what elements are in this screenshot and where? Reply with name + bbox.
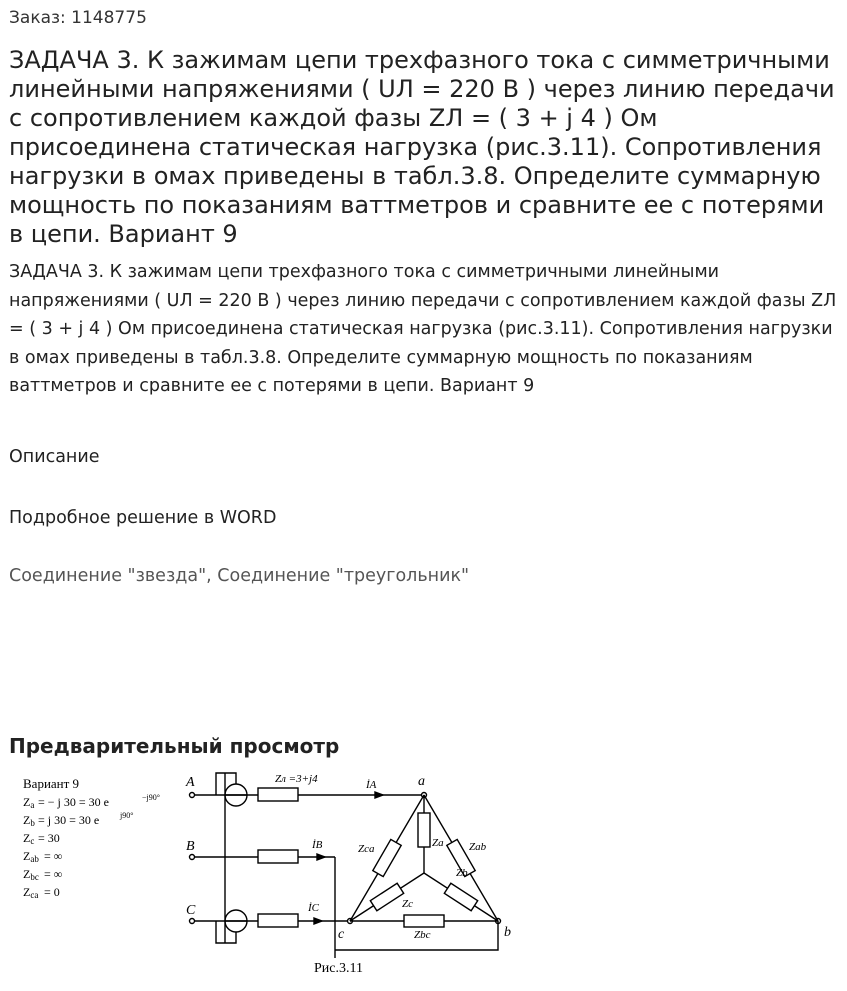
param-zab (23, 849, 62, 864)
param-zab-value: = ∞ (44, 849, 63, 863)
param-zca-value: = 0 (44, 885, 60, 899)
param-zca (23, 885, 60, 900)
terminal-c-label: C (186, 903, 196, 918)
description-label: Описание (9, 447, 100, 467)
line-impedance-c (258, 914, 298, 927)
line-impedance-b (258, 850, 298, 863)
tag-list (9, 566, 469, 586)
svg-text:Zbc: Zbc (23, 867, 39, 882)
param-zc (23, 831, 60, 846)
svg-text:Zb: Zb (23, 813, 35, 828)
svg-text:Zab: Zab (23, 849, 39, 864)
circuit-diagram (185, 773, 511, 976)
node-a-label: a (418, 774, 425, 789)
zbc-label: Zbc (414, 929, 431, 941)
variant-label: Вариант 9 (23, 776, 80, 791)
line-impedance-a (258, 788, 298, 801)
current-c-label: İC (308, 902, 319, 914)
param-za (23, 793, 160, 810)
terminal-a (190, 793, 195, 798)
zc-label: Zc (402, 898, 413, 910)
param-zb (23, 811, 133, 828)
svg-text:Za: Za (23, 795, 35, 810)
zb-label: Zb (456, 867, 468, 879)
tag-link-delta[interactable]: Соединение "треугольник" (217, 566, 470, 586)
resistor-za (418, 813, 430, 847)
terminal-b-label: B (186, 839, 195, 854)
za-label: Za (432, 837, 444, 849)
svg-text:Zc: Zc (23, 831, 35, 846)
line-impedance-label: Zл =3+j4 (275, 773, 318, 785)
figure-caption: Рис.3.11 (314, 961, 363, 976)
terminal-b (190, 855, 195, 860)
resistor-zc (370, 883, 403, 910)
task-description: ЗАДАЧА 3. К зажимам цепи трехфазного тока с симметричными линейными напряжениями ( UЛ = 220 В ) через линию передачи с сопротивлением каждой фазы ZЛ = ( 3 + j 4 ) Ом присоединена статическая нагрузка (рис.3.11). Сопротивления нагрузки в омах приведены в табл.3.8. Определите суммарную мощность по показаниям ваттметров и сравните ее с потерями в цепи. Вариант 9 (9, 262, 837, 396)
node-b-label: b (504, 925, 511, 940)
svg-text:Zca: Zca (23, 885, 39, 900)
param-za-exp: −j90° (142, 793, 160, 802)
resistor-zca (373, 839, 401, 876)
param-za-value: = − j 30 = 30 e (38, 795, 109, 809)
param-zb-value: = j 30 = 30 e (38, 813, 100, 827)
current-a-label: İA (366, 779, 377, 791)
terminal-a-label: A (186, 775, 195, 790)
current-b-label: İB (312, 839, 323, 851)
zca-label: Zca (358, 843, 375, 855)
param-zbc (23, 867, 62, 882)
preview-heading: Предварительный просмотр (9, 734, 340, 758)
tag-separator: , (206, 566, 218, 586)
task-title: ЗАДАЧА 3. К зажимам цепи трехфазного тока с симметричными линейными напряжениями ( UЛ = 220 В ) через линию передачи с сопротивлением каждой фазы ZЛ = ( 3 + j 4 ) Ом присоединена статическая нагрузка (рис.3.11). Сопротивления нагрузки в омах приведены в табл.3.8. Определите суммарную мощность по показаниям ваттметров и сравните ее с потерями в цепи. Вариант 9 (9, 46, 835, 248)
param-zbc-value: = ∞ (44, 867, 63, 881)
solution-note: Подробное решение в WORD (9, 508, 277, 528)
terminal-c (190, 919, 195, 924)
tag-link-star[interactable]: Соединение "звезда" (9, 566, 207, 586)
zab-label: Zab (469, 841, 487, 853)
resistor-zb (444, 883, 477, 910)
order-number: Заказ: 1148775 (9, 8, 147, 28)
param-zb-exp: j90° (120, 811, 134, 820)
param-zc-value: = 30 (38, 831, 60, 845)
preview-image (20, 768, 530, 983)
resistor-zbc (404, 915, 444, 927)
node-c-label: c (338, 927, 345, 942)
